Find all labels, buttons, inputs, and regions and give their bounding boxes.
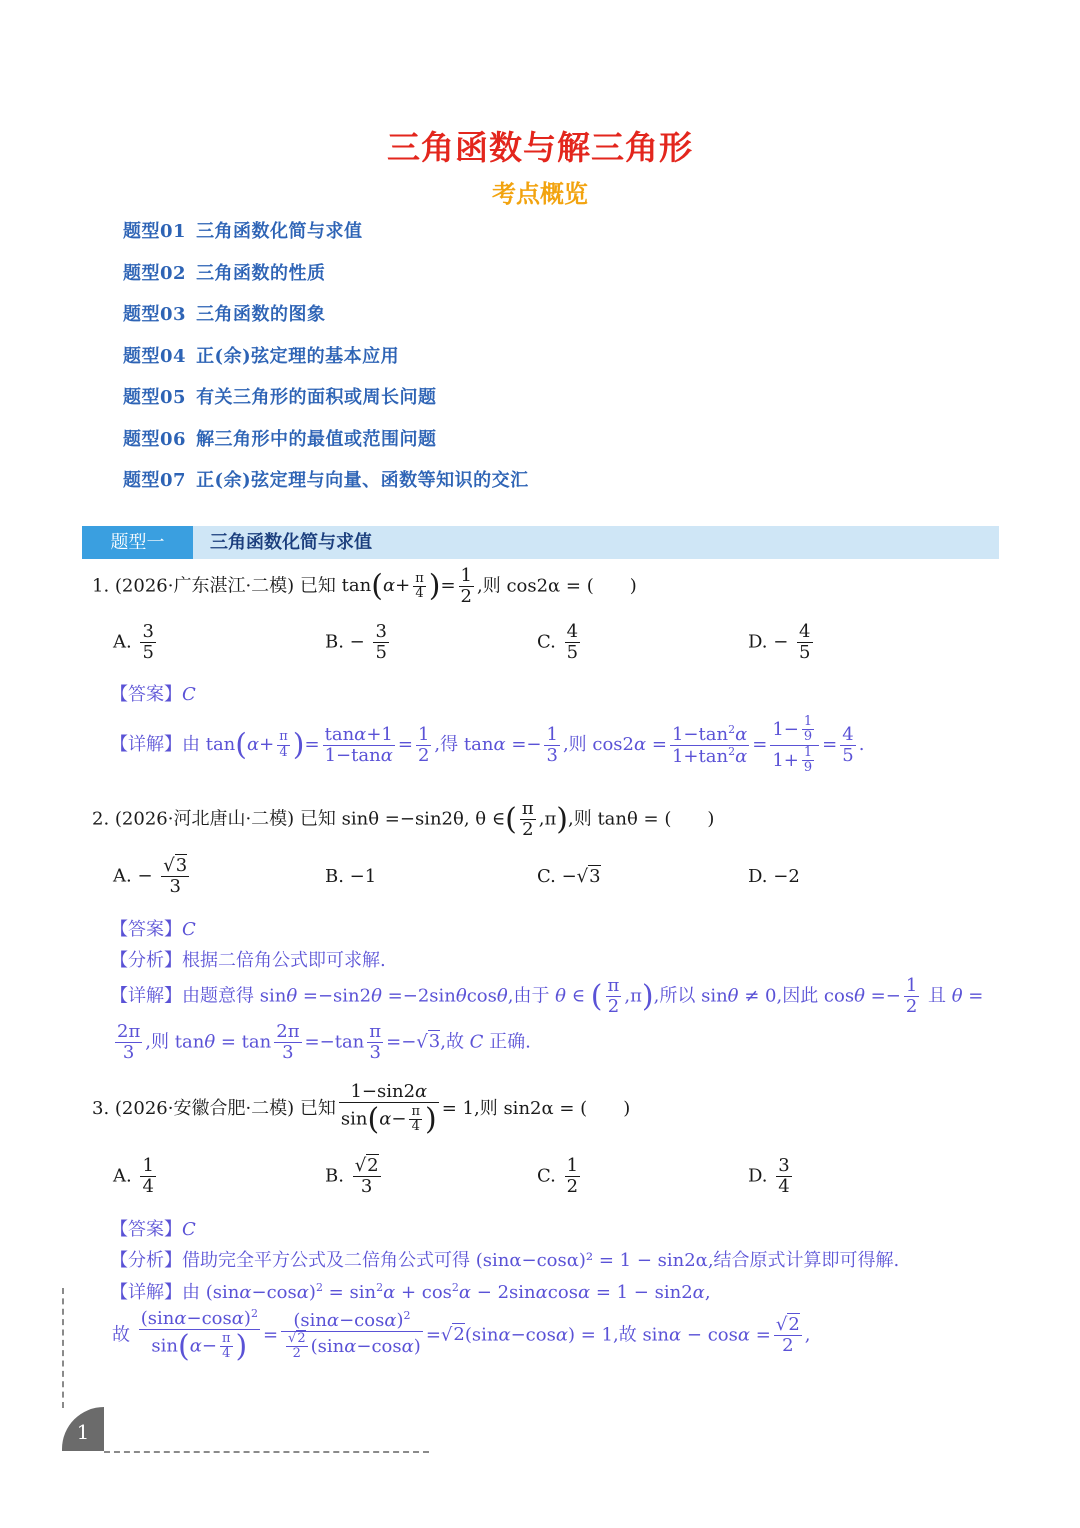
question-2: 2. (2026·河北唐山·二模) 已知 sinθ =−sin2θ, θ ∈( $\frac{\pi}{2}$ ,π),则 tanθ = ( ) <box>92 798 715 840</box>
detail-1: 【详解】由 tan(α+ $\frac{\pi}{4}$ )= $\frac{\tan\alpha+1}{1-\tan\alpha}$ = $\frac{1}{2}$ ,得 tanα =− $\frac{1}{3}$ ,则 cos2α = $\frac{1-\tan^2\alpha}{1+\tan^2\alpha}$ = 1− $\frac{1}{9}$ 1+ $\frac{1}{9}$ = $\frac{4}{5}$ . <box>110 714 865 775</box>
section-name: 三角函数化简与求值 <box>210 532 372 553</box>
page-subtitle: 考点概览 <box>492 180 588 208</box>
question-1: 1. (2026·广东湛江·二模) 已知 tan(α+ $\frac{\pi}{4}$ )= $\frac{1}{2}$ ,则 cos2α = ( ) <box>92 565 637 607</box>
toc-item[interactable]: 题型02 三角函数的性质 <box>123 263 326 284</box>
toc-item[interactable]: 题型01 三角函数化简与求值 <box>123 221 363 242</box>
page-title: 三角函数与解三角形 <box>387 128 693 167</box>
detail-2: 【详解】由题意得 sinθ =−sin2θ =−2sinθcosθ,由于 θ ∈ ( $\frac{\pi}{2}$ ,π),所以 sinθ ≠ 0,因此 cosθ =− $\frac{1}{2}$ 且 θ = <box>110 975 984 1017</box>
question-3: 3. (2026·安徽合肥·二模) 已知 1−sin2α sin(α− $\frac{\pi}{4}$ ) = 1,则 sin2α = ( ) <box>92 1081 631 1137</box>
answer-2: 【答案】C <box>110 919 196 940</box>
detail-3-cont: 故 $(\sin\alpha-\cos\alpha)^2$ sin(α− $\frac{\pi}{4}$ ) = $(\sin\alpha-\cos\alpha)^2$ $\frac{√2}{2}$ (sinα−cosα) =√2(sinα−cosα) = 1,故 sinα − cosα = $\frac{√2}{2}$ , <box>112 1307 811 1364</box>
toc-item[interactable]: 题型04 正(余)弦定理的基本应用 <box>123 346 400 367</box>
option-c[interactable]: C. $\frac{1}{2}$ <box>537 1155 579 1197</box>
toc-item[interactable]: 题型05 有关三角形的面积或周长问题 <box>123 387 437 408</box>
section-header <box>82 526 999 559</box>
option-b[interactable]: B. − $\frac{3}{5}$ <box>325 621 387 663</box>
answer-1: 【答案】C <box>110 684 196 705</box>
page-number: 1 <box>62 1407 104 1451</box>
analysis-2: 【分析】根据二倍角公式即可求解. <box>110 950 386 971</box>
option-a[interactable]: A. $\frac{3}{5}$ <box>113 621 154 663</box>
option-d[interactable]: D. $\frac{3}{4}$ <box>748 1155 790 1197</box>
page-border <box>104 1451 429 1453</box>
toc-item[interactable]: 题型06 解三角形中的最值或范围问题 <box>123 429 437 450</box>
option-b[interactable]: B. −1 <box>325 866 377 887</box>
detail-3: 【详解】由 $(\sin\alpha-\cos\alpha)^2 = \sin^2\alpha + \cos^2\alpha - 2\sin\alpha\cos\alpha = 1 - \sin 2\alpha$, <box>110 1281 711 1303</box>
answer-3: 【答案】C <box>110 1219 196 1240</box>
option-d[interactable]: D. − $\frac{4}{5}$ <box>748 621 811 663</box>
option-a[interactable]: A. − $\frac{√3}{3}$ <box>113 855 188 897</box>
section-tag: 题型一 <box>82 526 193 559</box>
detail-2-cont: $\frac{2\pi}{3}$ ,则 tanθ = tan $\frac{2\pi}{3}$ =−tan $\frac{\pi}{3}$ =−√3,故 C 正确. <box>117 1021 531 1063</box>
option-d[interactable]: D. −2 <box>748 866 800 887</box>
toc-item[interactable]: 题型03 三角函数的图象 <box>123 304 326 325</box>
option-a[interactable]: A. $\frac{1}{4}$ <box>113 1155 154 1197</box>
option-c[interactable]: C. $\frac{4}{5}$ <box>537 621 579 663</box>
math-expression: tan(α+ $\frac{\pi}{4}$ )= $\frac{1}{2}$ <box>341 565 472 607</box>
option-b[interactable]: B. $\frac{√2}{3}$ <box>325 1155 379 1197</box>
analysis-3: 【分析】借助完全平方公式及二倍角公式可得 (sinα−cosα)² = 1 − sin2α,结合原式计算即可得解. <box>110 1250 900 1271</box>
option-c[interactable]: C. −√3 <box>537 866 601 887</box>
toc-item[interactable]: 题型07 正(余)弦定理与向量、函数等知识的交汇 <box>123 470 529 491</box>
page-border <box>62 1288 64 1408</box>
